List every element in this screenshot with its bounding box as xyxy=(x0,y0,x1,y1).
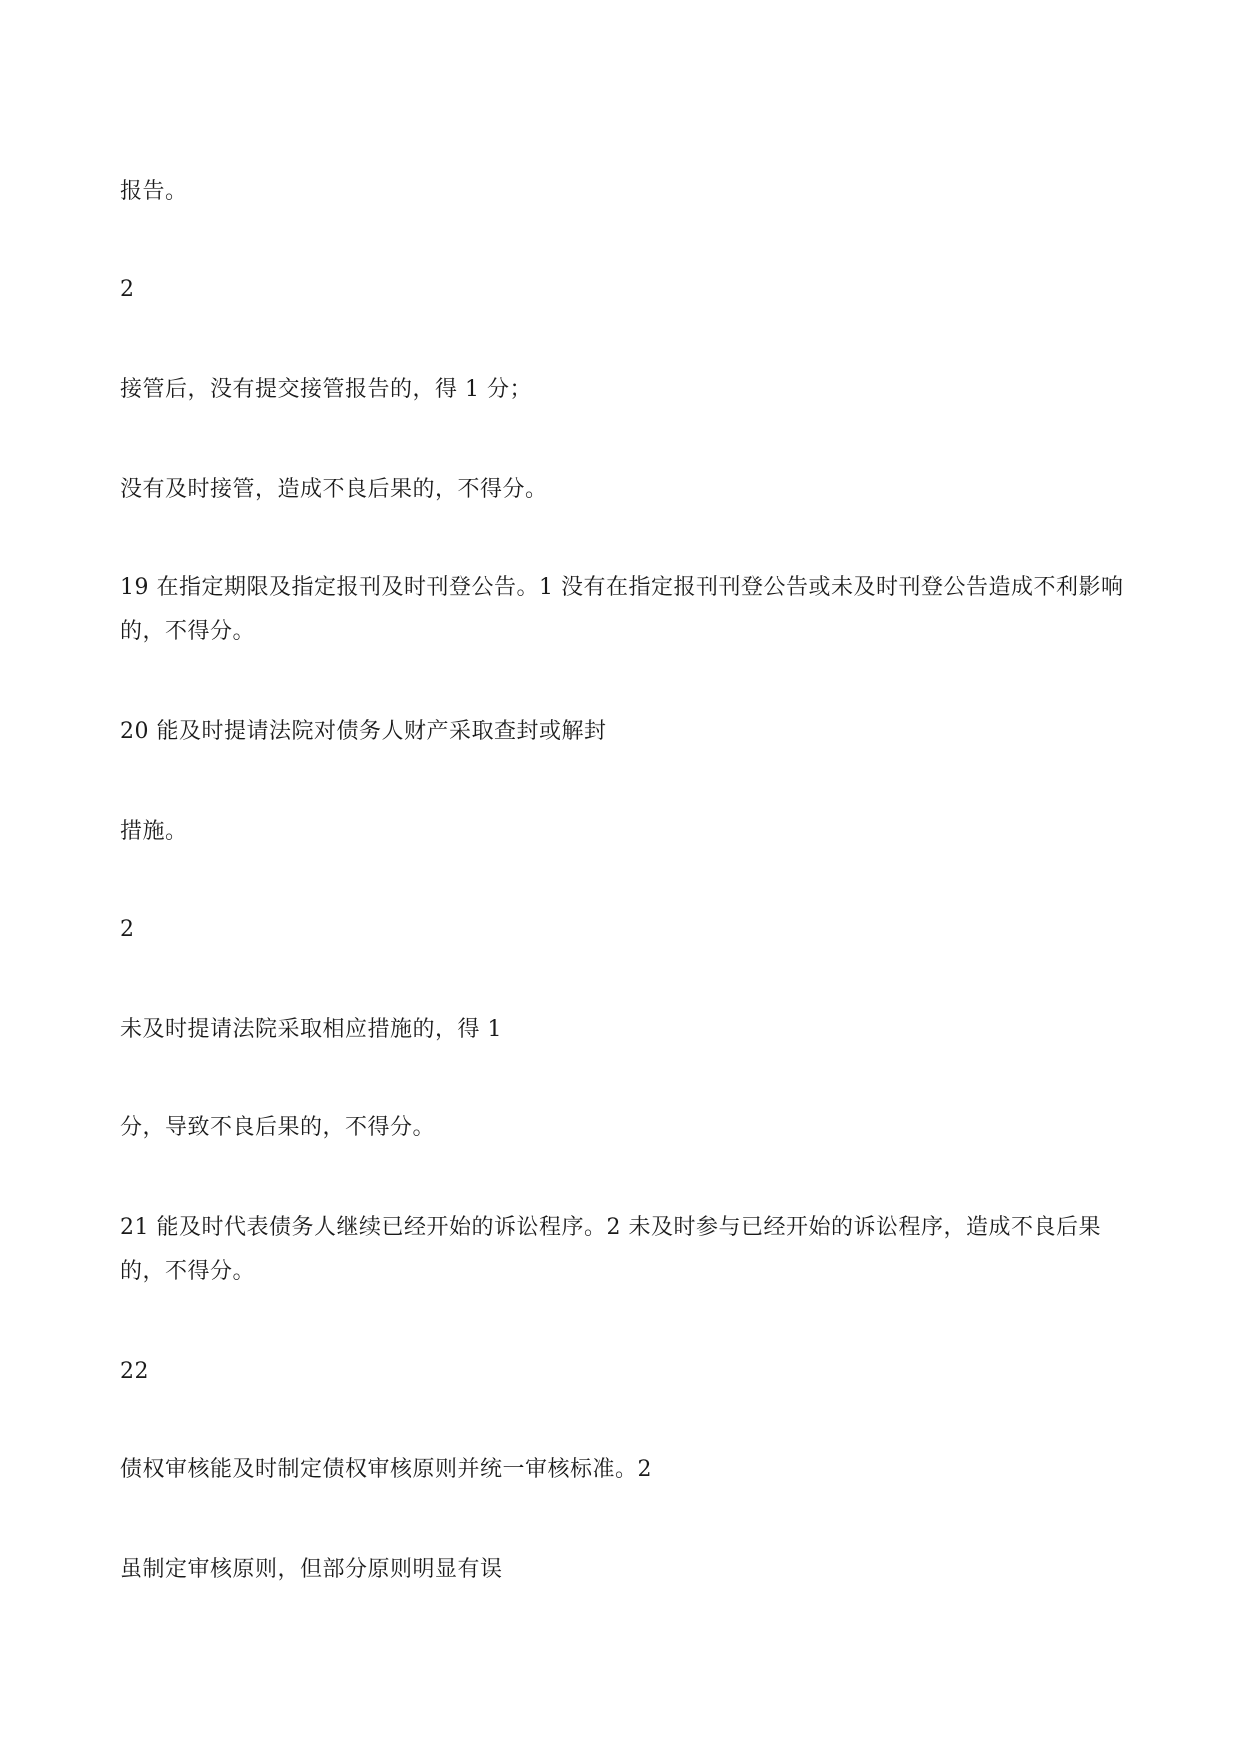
paragraph-1: 报告。 xyxy=(120,179,188,204)
paragraph-10: 分，导致不良后果的，不得分。 xyxy=(120,1115,436,1140)
paragraph-8: 2 xyxy=(120,917,135,942)
paragraph-14: 虽制定审核原则，但部分原则明显有误 xyxy=(120,1557,503,1582)
paragraph-11: 21 能及时代表债务人继续已经开始的诉讼程序。2 未及时参与已经开始的诉讼程序，造成不良后果的，不得分。 xyxy=(120,1215,1101,1284)
paragraph-9: 未及时提请法院采取相应措施的，得 1 xyxy=(120,1017,502,1042)
paragraph-7: 措施。 xyxy=(120,819,188,844)
paragraph-2: 2 xyxy=(120,277,135,302)
paragraph-13: 债权审核能及时制定债权审核原则并统一审核标准。2 xyxy=(120,1457,652,1482)
paragraph-3: 接管后，没有提交接管报告的，得 1 分； xyxy=(120,377,532,402)
paragraph-4: 没有及时接管，造成不良后果的，不得分。 xyxy=(120,477,548,502)
paragraph-5: 19 在指定期限及指定报刊及时刊登公告。1 没有在指定报刊刊登公告或未及时刊登公告造成不利影响的，不得分。 xyxy=(120,575,1124,644)
paragraph-12: 22 xyxy=(120,1359,149,1384)
paragraph-6: 20 能及时提请法院对债务人财产采取查封或解封 xyxy=(120,719,607,744)
